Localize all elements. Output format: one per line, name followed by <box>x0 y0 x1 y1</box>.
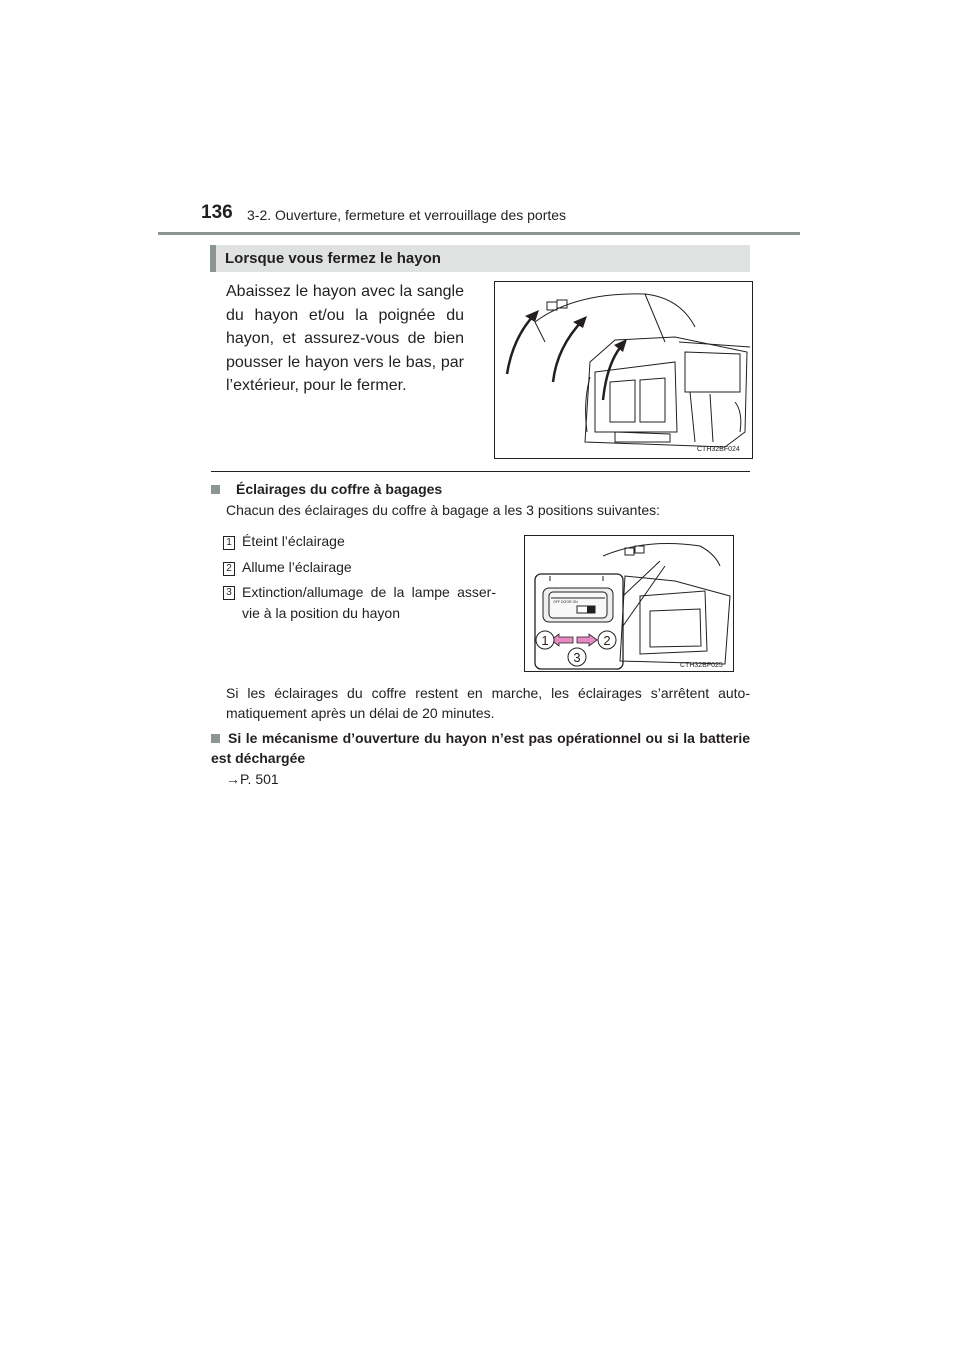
figure1-code: CTH32BF024 <box>697 446 740 453</box>
section-heading-bar <box>210 245 750 272</box>
light-switch-drawing <box>525 536 733 671</box>
list-item <box>223 557 501 578</box>
section-title: Lorsque vous fermez le hayon <box>225 250 441 267</box>
square-bullet-icon <box>211 734 220 743</box>
callout-2: 2 <box>603 633 611 648</box>
tailgate-failure-heading-text: Si le mécanisme d’ouverture du hayon n’est pas opérationnel ou si la batterie est déchargée <box>211 730 750 766</box>
item-text: Extinction/allumage de la lampe asser-vie à la position du hayon <box>242 584 496 621</box>
callout-1: 1 <box>541 633 549 648</box>
vehicle-rear-drawing <box>495 282 752 458</box>
list-item <box>223 531 501 552</box>
section-accent <box>210 245 216 272</box>
item-number: 1 <box>223 536 235 550</box>
callout-3: 3 <box>573 650 581 665</box>
tailgate-failure-heading <box>211 728 750 768</box>
item-text: Allume l’éclairage <box>242 559 352 575</box>
chapter-title: 3-2. Ouverture, fermeture et verrouillage des portes <box>247 207 567 223</box>
lighting-description: Chacun des éclairages du coffre à bagage a les 3 positions suivantes: <box>226 502 661 518</box>
lighting-heading <box>211 481 442 497</box>
page-reference: →P. 501 <box>226 771 279 787</box>
lighting-heading-text: Éclairages du coffre à bagages <box>236 481 443 497</box>
square-bullet-icon <box>211 485 220 494</box>
switch-knob <box>587 606 595 613</box>
item-text: Éteint l’éclairage <box>242 533 345 549</box>
item-number: 3 <box>223 586 235 600</box>
item-number: 2 <box>223 562 235 576</box>
lighting-note: Si les éclairages du coffre restent en marche, les éclairages s’arrêtent auto-matiquement après un délai de 20 minutes. <box>226 685 750 721</box>
tailgate-closing-illustration <box>494 281 753 459</box>
header-rule <box>158 232 800 235</box>
switch-label: OFF DOOR ON <box>553 600 578 604</box>
list-item <box>223 582 501 624</box>
section-divider <box>211 471 750 472</box>
luggage-light-illustration <box>524 535 734 672</box>
intro-paragraph: Abaissez le hayon avec la sangle du hayon et/ou la poignée du hayon, et assurez-vous de bien pousser le hayon vers le bas, par l’extérieur, pour le fermer. <box>226 283 464 394</box>
page-number: 136 <box>201 202 233 223</box>
figure2-code: CTH32BF025 <box>680 662 723 669</box>
